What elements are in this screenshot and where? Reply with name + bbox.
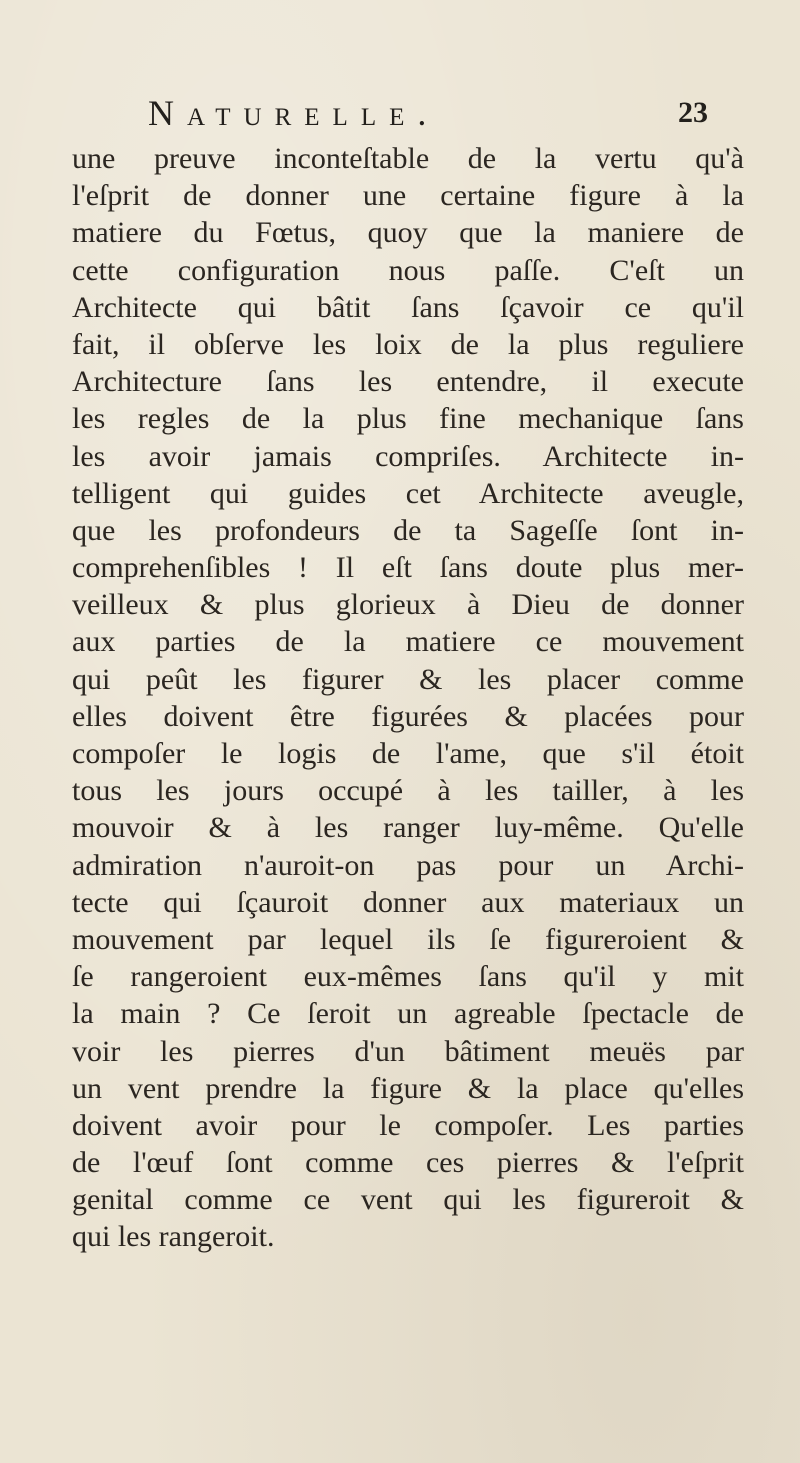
text-line: les avoir jamais compriſes. Architecte in- <box>72 439 744 473</box>
text-line: voir les pierres d'un bâtiment meuës par <box>72 1034 744 1068</box>
text-line: tous les jours occupé à les tailler, à les <box>72 774 744 808</box>
text-line: qui les rangeroit. <box>72 1220 275 1254</box>
text-line: genital comme ce vent qui les figureroit & <box>72 1183 744 1217</box>
text-line: mouvement par lequel ils ſe figureroient & <box>72 922 744 956</box>
text-line: Architecture ſans les entendre, il execute <box>72 365 744 399</box>
body-text <box>72 140 744 1256</box>
text-line: les regles de la plus fine mechanique ſans <box>72 402 744 436</box>
text-line: matiere du Fœtus, quoy que la maniere de <box>72 216 744 250</box>
text-line: un vent prendre la figure & la place qu'elles <box>72 1071 744 1105</box>
text-line: veilleux & plus glorieux à Dieu de donner <box>72 588 744 622</box>
text-line: cette configuration nous paſſe. C'eſt un <box>72 253 744 287</box>
page-number: 23 <box>678 96 708 129</box>
text-line: elles doivent être figurées & placées pour <box>72 699 744 733</box>
text-line: l'eſprit de donner une certaine figure à la <box>72 179 744 213</box>
text-line: telligent qui guides cet Architecte aveugle, <box>72 476 744 510</box>
text-line: ſe rangeroient eux-mêmes ſans qu'il y mit <box>72 960 744 994</box>
text-line: fait, il obſerve les loix de la plus reguliere <box>72 327 744 361</box>
text-line: tecte qui ſçauroit donner aux materiaux un <box>72 885 744 919</box>
text-line: de l'œuf ſont comme ces pierres & l'eſprit <box>72 1146 744 1180</box>
text-line: la main ? Ce ſeroit un agreable ſpectacle de <box>72 997 744 1031</box>
text-line: admiration n'auroit-on pas pour un Archi- <box>72 848 744 882</box>
text-line: compoſer le logis de l'ame, que s'il étoit <box>72 737 744 770</box>
text-line: que les profondeurs de ta Sageſſe ſont in- <box>72 513 744 547</box>
running-title: Naturelle. <box>148 93 440 133</box>
text-line: comprehenſibles ! Il eſt ſans doute plus mer- <box>72 551 744 585</box>
text-line: une preuve inconteſtable de la vertu qu'à <box>72 142 744 175</box>
text-line: Architecte qui bâtit ſans ſçavoir ce qu'il <box>72 290 744 324</box>
text-line: aux parties de la matiere ce mouvement <box>72 625 744 659</box>
text-line: doivent avoir pour le compoſer. Les parties <box>72 1108 744 1142</box>
text-line: mouvoir & à les ranger luy-même. Qu'elle <box>72 811 744 845</box>
text-line: qui peût les figurer & les placer comme <box>72 662 744 696</box>
running-head <box>148 92 708 132</box>
